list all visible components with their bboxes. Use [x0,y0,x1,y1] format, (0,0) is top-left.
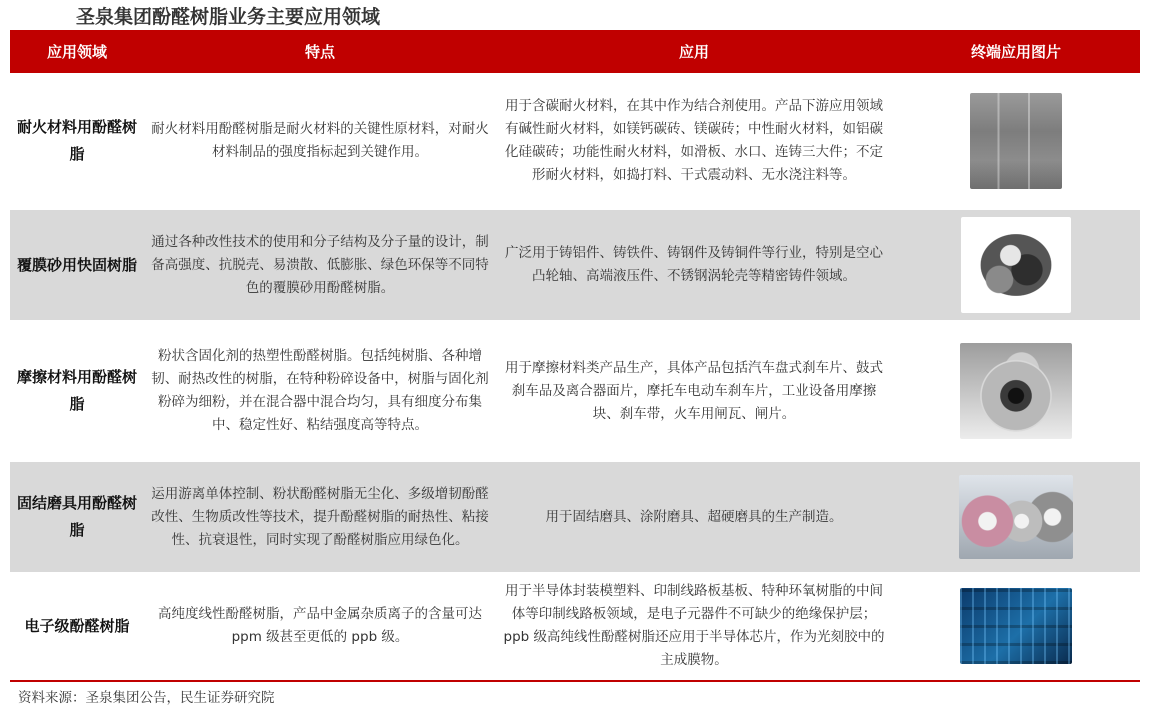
row-name: 耐火材料用酚醛树脂 [10,73,144,209]
table-row [10,461,1140,573]
row-features: 高纯度线性酚醛树脂，产品中金属杂质离子的含量可达 ppm 级甚至更低的 ppb 级。 [144,573,496,679]
table-row [10,209,1140,321]
source-note: 资料来源：圣泉集团公告，民生证券研究院 [18,690,275,706]
grinding-wheels-image [959,475,1073,559]
row-name: 覆膜砂用快固树脂 [10,209,144,321]
refractory-bricks-image [970,93,1062,189]
row-name: 固结磨具用酚醛树脂 [10,461,144,573]
row-application: 用于半导体封装模塑料、印制线路板基板、特种环氧树脂的中间体等印制线路板领域，是电子元器件不可缺少的绝缘保护层；ppb 级高纯线性酚醛树脂还应用于半导体芯片，作为光刻胶中的主成膜物。 [496,573,892,679]
table-row [10,73,1140,209]
table-row [10,573,1140,679]
engine-casting-image [961,217,1071,313]
header-application: 应用 [496,30,892,73]
application-table [10,30,1140,680]
row-features: 粉状含固化剂的热塑性酚醛树脂。包括纯树脂、各种增韧、耐热改性的树脂，在特种粉碎设备中，树脂与固化剂粉碎为细粉，并在混合器中混合均匀，具有细度分布集中、稳定性好、粘结强度高等特点。 [144,321,496,461]
header-features: 特点 [144,30,496,73]
row-application: 用于含碳耐火材料，在其中作为结合剂使用。产品下游应用领域有碱性耐火材料，如镁钙碳砖、镁碳砖；中性耐火材料，如铝碳化硅碳砖；功能性耐火材料，如滑板、水口、连铸三大件；不定形耐火材料，如捣打料、干式震动料、无水浇注料等。 [496,73,892,209]
row-name: 电子级酚醛树脂 [10,573,144,679]
row-features: 运用游离单体控制、粉状酚醛树脂无尘化、多级增韧酚醛改性、生物质改性等技术，提升酚醛树脂的耐热性、粘接性、抗衰退性，同时实现了酚醛树脂应用绿色化。 [144,461,496,573]
row-application: 用于摩擦材料类产品生产，具体产品包括汽车盘式刹车片、鼓式刹车品及离合器面片，摩托车电动车刹车片，工业设备用摩擦块、刹车带，火车用闸瓦、闸片。 [496,321,892,461]
header-domain: 应用领域 [10,30,144,73]
page-title: 圣泉集团酚醛树脂业务主要应用领域 [76,6,381,28]
row-features: 耐火材料用酚醛树脂是耐火材料的关键性原材料，对耐火材料制品的强度指标起到关键作用。 [144,73,496,209]
table-header-row [10,30,1140,73]
table-row [10,321,1140,461]
row-application: 用于固结磨具、涂附磨具、超硬磨具的生产制造。 [496,461,892,573]
row-name: 摩擦材料用酚醛树脂 [10,321,144,461]
brake-disc-image [960,343,1072,439]
row-application: 广泛用于铸铝件、铸铁件、铸钢件及铸铜件等行业，特别是空心凸轮轴、高端液压件、不锈钢涡轮壳等精密铸件领域。 [496,209,892,321]
row-features: 通过各种改性技术的使用和分子结构及分子量的设计，制备高强度、抗脱壳、易溃散、低膨胀、绿色环保等不同特色的覆膜砂用酚醛树脂。 [144,209,496,321]
header-images: 终端应用图片 [892,30,1140,73]
bottom-divider [10,680,1140,682]
circuit-board-image [960,588,1072,664]
